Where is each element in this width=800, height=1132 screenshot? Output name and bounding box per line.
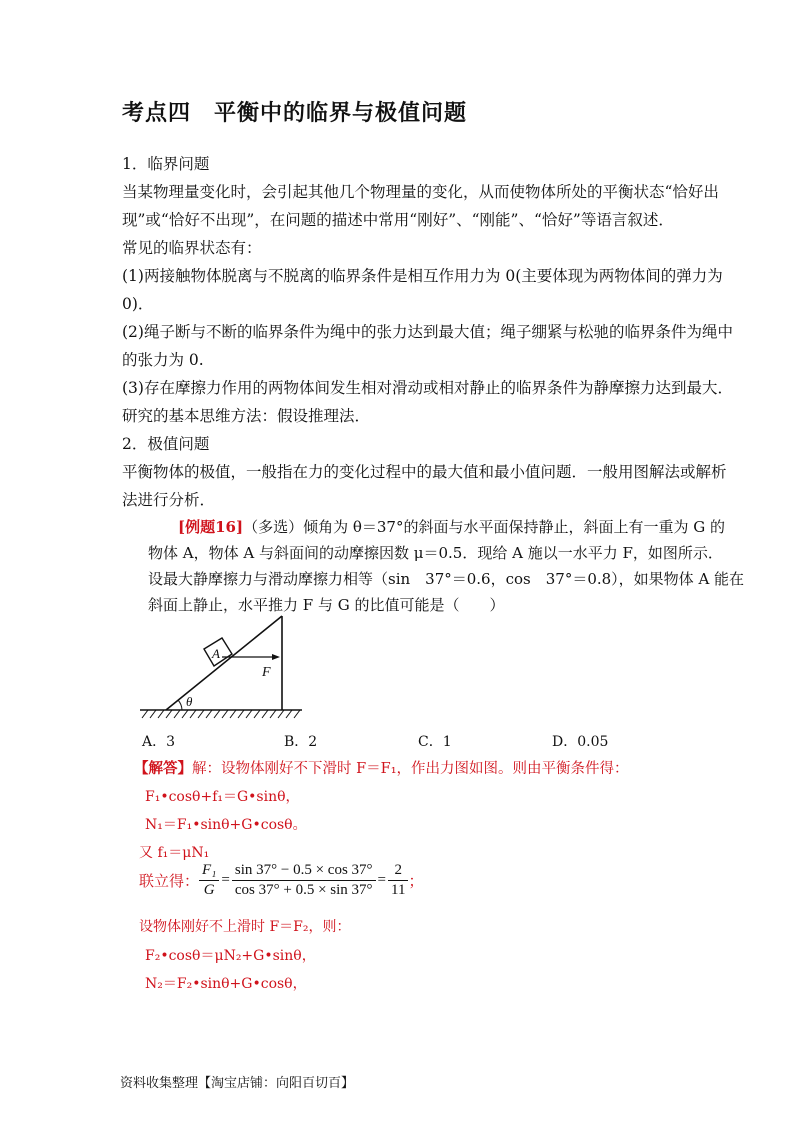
- section-heading-extreme: 2．极值问题: [122, 435, 210, 453]
- section-heading-critical: 1．临界问题: [122, 155, 210, 173]
- solution-eq-4: F₂•cosθ＝μN₂+G•sinθ，: [145, 948, 316, 964]
- fraction-middle: $\frac{\sin 37^\circ - 0.5 \times \cos 37^\circ}{\cos 37^\circ + 0.5 \times \sin 37^\circ}$: [232, 862, 376, 899]
- solution-intro: 【解答】解：设物体刚好不下滑时 F＝F₁，作出力图如图。则由平衡条件得：: [134, 760, 629, 777]
- option-a: A．3: [142, 734, 176, 750]
- paragraph-line: 常见的临界状态有：: [122, 239, 262, 257]
- paragraph-line: 0)．: [122, 295, 154, 313]
- solution-eq-1: F₁•cosθ+f₁＝G•sinθ，: [145, 789, 300, 805]
- page-footer: 资料收集整理【淘宝店铺：向阳百切百】: [120, 1076, 355, 1091]
- paragraph-line: 的张力为 0.: [122, 351, 204, 369]
- paragraph-line: (2)绳子断与不断的临界条件为绳中的张力达到最大值；绳子绷紧与松驰的临界条件为绳中: [122, 323, 733, 341]
- example-line-1: [例题16]（多选）倾角为 θ＝37°的斜面与水平面保持静止，斜面上有一重为 G 的: [178, 518, 725, 536]
- option-b: B．2: [284, 734, 318, 750]
- ground-hatching: [142, 710, 300, 718]
- option-d: D．0.05: [552, 734, 609, 750]
- option-c: C．1: [418, 734, 452, 750]
- force-label: F: [262, 665, 271, 680]
- solution-eq-2: N₁＝F₁•sinθ+G•cosθ。: [145, 817, 307, 833]
- example-line-4: 斜面上静止，水平推力 F 与 G 的比值可能是（ ）: [148, 596, 505, 614]
- solution-combined-formula: 联立得： $\frac{\text{F₁}}{G}$ = $\frac{\sin 37^\circ - 0.5 \times \cos 37^\circ}{\cos 37^\circ + 0.5 \times \sin 37^\circ}$ = $\frac{2}{11}$ ；: [139, 862, 424, 898]
- angle-arc: [178, 700, 182, 710]
- block-label: A: [212, 646, 220, 661]
- incline-surface: [166, 616, 282, 710]
- paragraph-line: 当某物理量变化时，会引起其他几个物理量的变化，从而使物体所处的平衡状态“恰好出: [122, 183, 719, 201]
- example-line-2: 物体 A，物体 A 与斜面间的动摩擦因数 μ＝0.5．现给 A 施以一水平力 F，如图所示．: [148, 544, 723, 562]
- incline-figure: [136, 612, 306, 722]
- paragraph-line: 现”或“恰好不出现”，在问题的描述中常用“刚好”、“刚能”、“恰好”等语言叙述．: [122, 211, 674, 229]
- example-line-3: 设最大静摩擦力与滑动摩擦力相等（sin 37°＝0.6，cos 37°＝0.8），如果物体 A 能在: [148, 570, 745, 588]
- paragraph-line: (1)两接触物体脱离与不脱离的临界条件是相互作用力为 0(主要体现为两物体间的弹力为: [122, 267, 723, 285]
- combine-label: 联立得：: [139, 872, 200, 890]
- paragraph-line: (3)存在摩擦力作用的两物体间发生相对滑动或相对静止的临界条件为静摩擦力达到最大．: [122, 379, 733, 397]
- solution-eq-5: N₂＝F₂•sinθ+G•cosθ，: [145, 976, 307, 992]
- fraction-rhs: $\frac{2}{11}$: [388, 862, 408, 899]
- paragraph-line: 研究的基本思维方法：假设推理法．: [122, 407, 371, 425]
- force-arrowhead: [272, 654, 280, 660]
- paragraph-line: 平衡物体的极值，一般指在力的变化过程中的最大值和最小值问题．一般用图解法或解析: [122, 463, 727, 481]
- angle-label: θ: [186, 694, 193, 709]
- fraction-lhs: $\frac{\text{F₁}}{G}$: [199, 862, 219, 899]
- solution-eq-3: 又 f₁＝μN₁: [139, 845, 210, 861]
- solution-line-up: 设物体刚好不上滑时 F＝F₂，则：: [139, 919, 351, 935]
- page-title: 考点四 平衡中的临界与极值问题: [122, 101, 468, 126]
- paragraph-line: 法进行分析．: [122, 491, 216, 509]
- solution-tag: 【解答】: [134, 760, 192, 777]
- example-tag: [例题16]: [178, 518, 244, 536]
